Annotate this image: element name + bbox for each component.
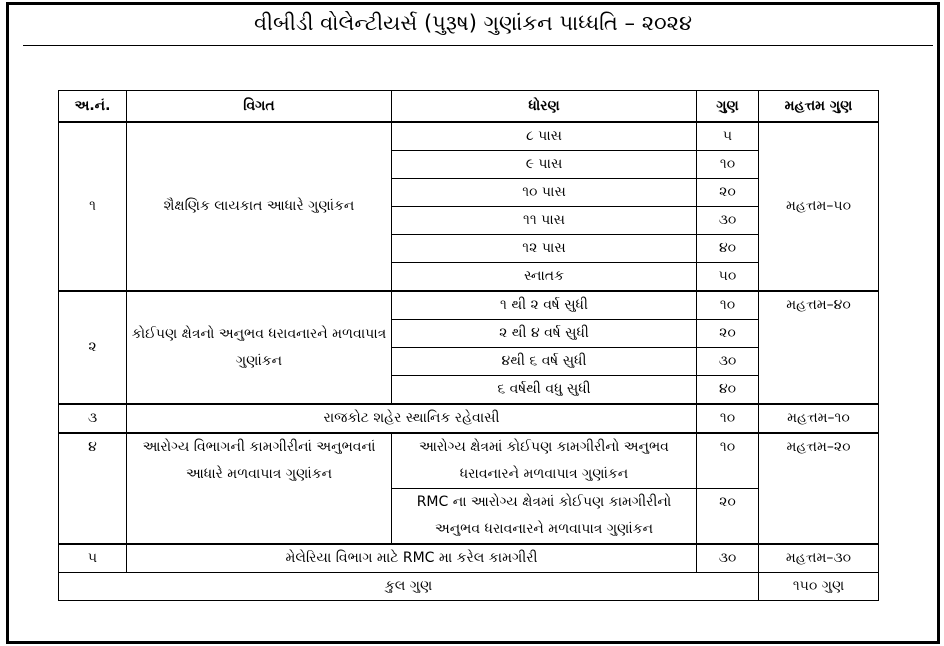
total-value: ૧૫૦ ગુણ <box>759 573 879 601</box>
marks-cell: ૧૦ <box>697 404 759 433</box>
marks-cell: ૧૦ <box>697 433 759 489</box>
marks-cell: ૨૦ <box>697 179 759 207</box>
criteria-cell: RMC ના આરોગ્ય ક્ષેત્રમાં કોઈપણ કામગીરીનો અનુભવ ધરાવનારને મળવાપાત્ર ગુણાંકન <box>392 489 697 545</box>
marks-cell: ૩૦ <box>697 348 759 376</box>
marks-cell: ૨૦ <box>697 320 759 348</box>
marks-cell: ૫ <box>697 122 759 151</box>
row-detail: શૈક્ષણિક લાયકાત આધારે ગુણાંકન <box>127 122 392 291</box>
criteria-cell: ૯ પાસ <box>392 151 697 179</box>
table-row <box>59 122 879 151</box>
total-label: કુલ ગુણ <box>59 573 759 601</box>
criteria-cell: ૧૦ પાસ <box>392 179 697 207</box>
row-detail: રાજકોટ શહેર સ્થાનિક રહેવાસી <box>127 404 697 433</box>
table-row <box>59 433 879 489</box>
criteria-cell: ૧૨ પાસ <box>392 235 697 263</box>
marks-cell: ૫૦ <box>697 263 759 292</box>
criteria-cell: ૮ પાસ <box>392 122 697 151</box>
marks-cell: ૩૦ <box>697 207 759 235</box>
row-sr: ૧ <box>59 122 127 291</box>
marks-cell: ૩૦ <box>697 544 759 573</box>
criteria-cell: ૬ વર્ષથી વધુ સુધી <box>392 376 697 405</box>
row-max: મહત્તમ–૪૦ <box>759 291 879 404</box>
criteria-cell: આરોગ્ય ક્ષેત્રમાં કોઈપણ કામગીરીનો અનુભવ ધરાવનારને મળવાપાત્ર ગુણાંકન <box>392 433 697 489</box>
marks-cell: ૨૦ <box>697 489 759 545</box>
marks-cell: ૧૦ <box>697 151 759 179</box>
criteria-cell: સ્નાતક <box>392 263 697 292</box>
marks-cell: ૪૦ <box>697 376 759 405</box>
total-row <box>59 573 879 601</box>
header-detail: વિગત <box>127 91 392 123</box>
header-marks: ગુણ <box>697 91 759 123</box>
row-max: મહત્તમ–૫૦ <box>759 122 879 291</box>
criteria-cell: ૧ થી ૨ વર્ષ સુધી <box>392 291 697 320</box>
scoring-table <box>58 90 879 601</box>
criteria-cell: ૪થી ૬ વર્ષ સુધી <box>392 348 697 376</box>
table-row <box>59 544 879 573</box>
header-sr: અ.નં. <box>59 91 127 123</box>
marks-cell: ૧૦ <box>697 291 759 320</box>
marks-cell: ૪૦ <box>697 235 759 263</box>
table-row <box>59 404 879 433</box>
header-criteria: ધોરણ <box>392 91 697 123</box>
header-max: મહત્તમ ગુણ <box>759 91 879 123</box>
row-max: મહત્તમ–૧૦ <box>759 404 879 433</box>
table-header-row <box>59 91 879 123</box>
title-underline <box>23 45 933 46</box>
row-sr: ૨ <box>59 291 127 404</box>
page-title: વીબીડી વોલેન્ટીયર્સ (પુરૂષ) ગુણાંકન પાધ્ધતિ – ૨૦૨૪ <box>253 11 693 35</box>
row-sr: ૫ <box>59 544 127 573</box>
row-detail: મેલેરિયા વિભાગ માટે RMC મા કરેલ કામગીરી <box>127 544 697 573</box>
criteria-cell: ૧૧ પાસ <box>392 207 697 235</box>
row-max: મહત્તમ–૩૦ <box>759 544 879 573</box>
row-sr: ૩ <box>59 404 127 433</box>
table-row <box>59 291 879 320</box>
row-max: મહત્તમ–૨૦ <box>759 433 879 544</box>
row-sr: ૪ <box>59 433 127 544</box>
row-detail: કોઈપણ ક્ષેત્રનો અનુભવ ધરાવનારને મળવાપાત્ર ગુણાંકન <box>127 291 392 404</box>
criteria-cell: ૨ થી ૪ વર્ષ સુધી <box>392 320 697 348</box>
row-detail: આરોગ્ય વિભાગની કામગીરીનાં અનુભવનાં આધારે મળવાપાત્ર ગુણાંકન <box>127 433 392 544</box>
